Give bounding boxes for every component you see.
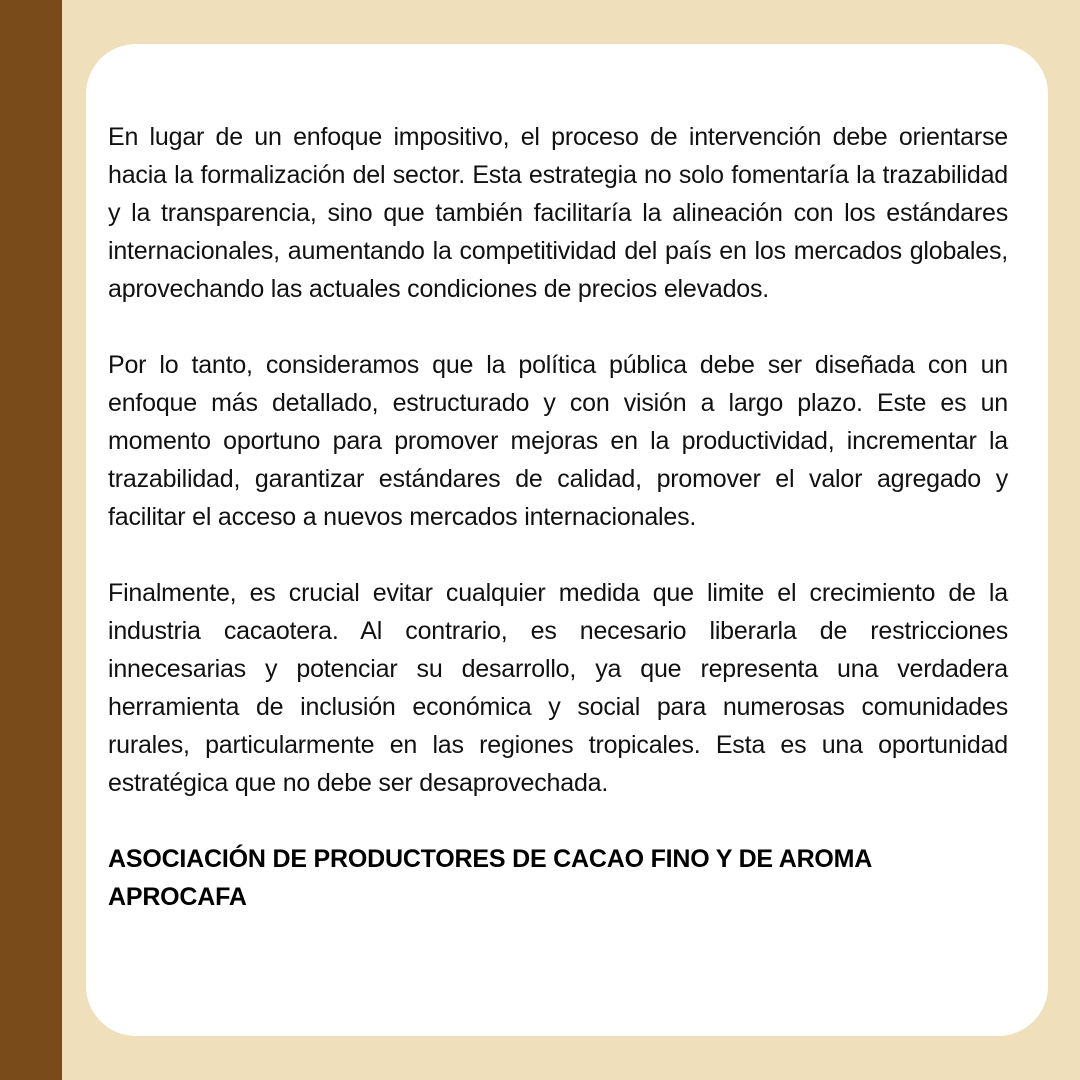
side-accent-bar <box>0 0 62 1080</box>
paragraph-public-policy: Por lo tanto, consideramos que la política pública debe ser diseñada con un enfoque más detallado, estructurado y con visión a largo plazo. Este es un momento oportuno para promover mejoras en la productividad, incrementar la trazabilidad, garantizar estándares de calidad, promover el valor agregado y facilitar el acceso a nuevos mercados internacionales. <box>108 351 1008 531</box>
statement-card <box>86 44 1048 1036</box>
paragraph-conclusion: Finalmente, es crucial evitar cualquier medida que limite el crecimiento de la industria cacaotera. Al contrario, es necesario liberarla de restricciones innecesarias y potenciar su desarrollo, ya que representa una verdadera herramienta de inclusión económica y social para numerosas comunidades rurales, particularmente en las regiones tropicales. Esta es una oportunidad estratégica que no debe ser desaprovechada. <box>108 579 1008 797</box>
signature-acronym: APROCAFA <box>108 883 247 911</box>
signature-block <box>108 840 1008 916</box>
signature-organization: ASOCIACIÓN DE PRODUCTORES DE CACAO FINO Y DE AROMA <box>108 845 873 873</box>
paragraph-formalization: En lugar de un enfoque impositivo, el proceso de intervención debe orientarse hacia la formalización del sector. Esta estrategia no solo fomentaría la trazabilidad y la transparencia, sino que también facilitaría la alineación con los estándares internacionales, aumentando la competitividad del país en los mercados globales, aprovechando las actuales condiciones de precios elevados. <box>108 123 1008 303</box>
